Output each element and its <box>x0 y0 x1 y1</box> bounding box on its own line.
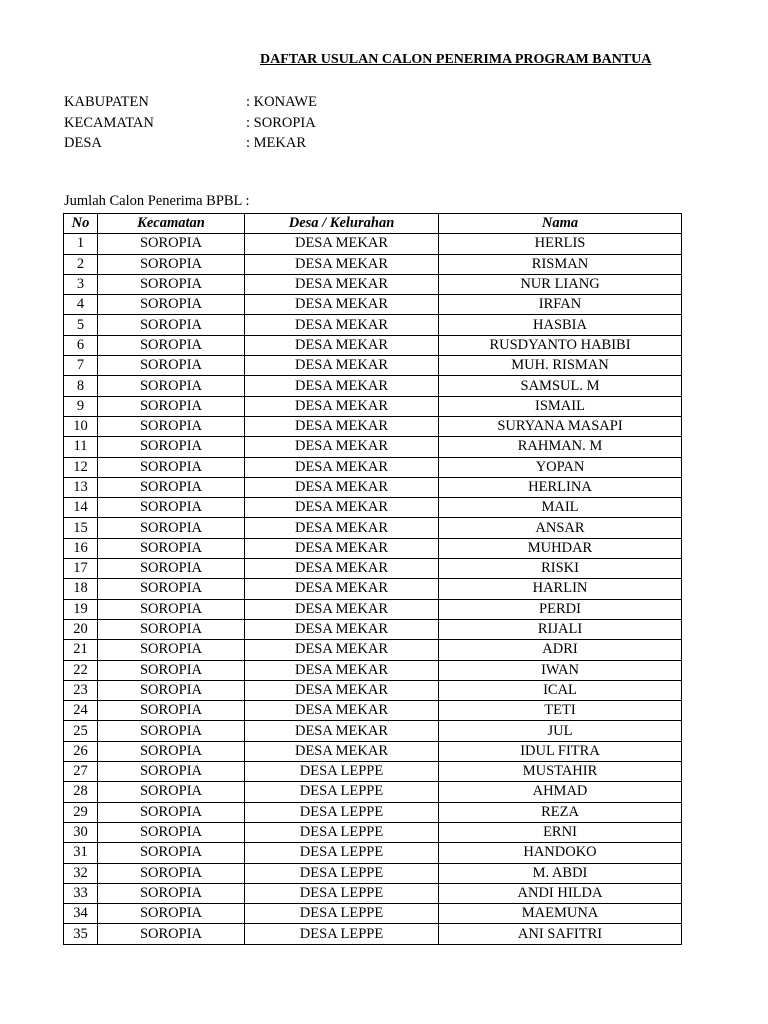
cell-nama: RISKI <box>439 559 682 579</box>
table-row <box>64 376 682 396</box>
cell-no: 30 <box>64 822 98 842</box>
cell-nama: HERLINA <box>439 477 682 497</box>
cell-no: 27 <box>64 762 98 782</box>
table-row <box>64 640 682 660</box>
cell-desa: DESA MEKAR <box>245 356 439 376</box>
cell-kecamatan: SOROPIA <box>98 721 245 741</box>
cell-nama: RIJALI <box>439 619 682 639</box>
cell-nama: IWAN <box>439 660 682 680</box>
cell-desa: DESA LEPPE <box>245 802 439 822</box>
info-label: KABUPATEN <box>64 94 149 110</box>
table-row <box>64 538 682 558</box>
cell-no: 34 <box>64 904 98 924</box>
cell-kecamatan: SOROPIA <box>98 904 245 924</box>
cell-kecamatan: SOROPIA <box>98 680 245 700</box>
header-nama: Nama <box>439 214 682 234</box>
cell-no: 19 <box>64 599 98 619</box>
cell-no: 7 <box>64 356 98 376</box>
cell-kecamatan: SOROPIA <box>98 559 245 579</box>
cell-kecamatan: SOROPIA <box>98 579 245 599</box>
cell-no: 1 <box>64 234 98 254</box>
cell-desa: DESA MEKAR <box>245 701 439 721</box>
cell-kecamatan: SOROPIA <box>98 802 245 822</box>
cell-kecamatan: SOROPIA <box>98 640 245 660</box>
cell-kecamatan: SOROPIA <box>98 599 245 619</box>
cell-kecamatan: SOROPIA <box>98 477 245 497</box>
cell-nama: JUL <box>439 721 682 741</box>
table-row <box>64 802 682 822</box>
cell-kecamatan: SOROPIA <box>98 234 245 254</box>
table-header-row <box>64 214 682 234</box>
cell-no: 6 <box>64 335 98 355</box>
cell-kecamatan: SOROPIA <box>98 376 245 396</box>
cell-desa: DESA MEKAR <box>245 680 439 700</box>
cell-desa: DESA LEPPE <box>245 822 439 842</box>
cell-no: 33 <box>64 883 98 903</box>
cell-no: 28 <box>64 782 98 802</box>
table-row <box>64 721 682 741</box>
cell-desa: DESA MEKAR <box>245 640 439 660</box>
header-no: No <box>64 214 98 234</box>
cell-desa: DESA MEKAR <box>245 477 439 497</box>
table-row <box>64 660 682 680</box>
cell-nama: AHMAD <box>439 782 682 802</box>
info-value: : SOROPIA <box>246 114 316 131</box>
cell-nama: HERLIS <box>439 234 682 254</box>
cell-nama: TETI <box>439 701 682 721</box>
cell-no: 24 <box>64 701 98 721</box>
cell-no: 29 <box>64 802 98 822</box>
cell-no: 32 <box>64 863 98 883</box>
table-row <box>64 295 682 315</box>
cell-desa: DESA MEKAR <box>245 498 439 518</box>
table-row <box>64 822 682 842</box>
table-row <box>64 315 682 335</box>
table-row <box>64 416 682 436</box>
table-row <box>64 477 682 497</box>
cell-no: 16 <box>64 538 98 558</box>
cell-desa: DESA MEKAR <box>245 295 439 315</box>
cell-kecamatan: SOROPIA <box>98 883 245 903</box>
cell-desa: DESA MEKAR <box>245 416 439 436</box>
cell-no: 23 <box>64 680 98 700</box>
header-desa-kelurahan: Desa / Kelurahan <box>245 214 439 234</box>
cell-kecamatan: SOROPIA <box>98 254 245 274</box>
cell-no: 10 <box>64 416 98 436</box>
cell-desa: DESA MEKAR <box>245 315 439 335</box>
cell-kecamatan: SOROPIA <box>98 315 245 335</box>
table-row <box>64 437 682 457</box>
cell-desa: DESA MEKAR <box>245 234 439 254</box>
cell-nama: MUH. RISMAN <box>439 356 682 376</box>
table-row <box>64 457 682 477</box>
cell-nama: ICAL <box>439 680 682 700</box>
table-row <box>64 579 682 599</box>
cell-desa: DESA MEKAR <box>245 619 439 639</box>
cell-no: 5 <box>64 315 98 335</box>
cell-no: 4 <box>64 295 98 315</box>
cell-desa: DESA MEKAR <box>245 457 439 477</box>
cell-no: 11 <box>64 437 98 457</box>
cell-nama: REZA <box>439 802 682 822</box>
info-value: : KONAWE <box>246 94 317 110</box>
cell-nama: ANSAR <box>439 518 682 538</box>
cell-nama: MUSTAHIR <box>439 762 682 782</box>
table-row <box>64 254 682 274</box>
header-kecamatan: Kecamatan <box>98 214 245 234</box>
cell-no: 13 <box>64 477 98 497</box>
cell-desa: DESA LEPPE <box>245 863 439 883</box>
cell-nama: MAIL <box>439 498 682 518</box>
table-row <box>64 863 682 883</box>
table-row <box>64 843 682 863</box>
cell-desa: DESA LEPPE <box>245 843 439 863</box>
cell-nama: MAEMUNA <box>439 904 682 924</box>
cell-nama: YOPAN <box>439 457 682 477</box>
cell-kecamatan: SOROPIA <box>98 498 245 518</box>
cell-kecamatan: SOROPIA <box>98 843 245 863</box>
table-row <box>64 356 682 376</box>
cell-nama: IDUL FITRA <box>439 741 682 761</box>
cell-no: 25 <box>64 721 98 741</box>
cell-nama: ANI SAFITRI <box>439 924 682 944</box>
table-row <box>64 782 682 802</box>
cell-no: 3 <box>64 274 98 294</box>
cell-kecamatan: SOROPIA <box>98 619 245 639</box>
cell-no: 18 <box>64 579 98 599</box>
cell-desa: DESA MEKAR <box>245 741 439 761</box>
cell-no: 14 <box>64 498 98 518</box>
cell-kecamatan: SOROPIA <box>98 416 245 436</box>
cell-desa: DESA MEKAR <box>245 254 439 274</box>
cell-no: 26 <box>64 741 98 761</box>
table-row <box>64 619 682 639</box>
table-row <box>64 559 682 579</box>
table-row <box>64 762 682 782</box>
cell-desa: DESA MEKAR <box>245 559 439 579</box>
cell-desa: DESA MEKAR <box>245 599 439 619</box>
cell-desa: DESA MEKAR <box>245 396 439 416</box>
cell-no: 17 <box>64 559 98 579</box>
table-body <box>64 234 682 944</box>
cell-desa: DESA MEKAR <box>245 437 439 457</box>
recipient-count-label: Jumlah Calon Penerima BPBL : <box>64 193 250 209</box>
cell-desa: DESA LEPPE <box>245 883 439 903</box>
cell-nama: ANDI HILDA <box>439 883 682 903</box>
cell-nama: ADRI <box>439 640 682 660</box>
cell-desa: DESA MEKAR <box>245 376 439 396</box>
cell-no: 35 <box>64 924 98 944</box>
table-row <box>64 680 682 700</box>
cell-nama: NUR LIANG <box>439 274 682 294</box>
cell-kecamatan: SOROPIA <box>98 863 245 883</box>
cell-kecamatan: SOROPIA <box>98 660 245 680</box>
cell-desa: DESA MEKAR <box>245 274 439 294</box>
cell-kecamatan: SOROPIA <box>98 762 245 782</box>
cell-desa: DESA LEPPE <box>245 762 439 782</box>
cell-nama: SURYANA MASAPI <box>439 416 682 436</box>
cell-nama: HANDOKO <box>439 843 682 863</box>
table-row <box>64 274 682 294</box>
cell-kecamatan: SOROPIA <box>98 701 245 721</box>
cell-no: 21 <box>64 640 98 660</box>
cell-desa: DESA LEPPE <box>245 782 439 802</box>
cell-nama: RUSDYANTO HABIBI <box>439 335 682 355</box>
table-row <box>64 234 682 254</box>
table-row <box>64 883 682 903</box>
table-row <box>64 741 682 761</box>
recipient-table <box>63 213 682 945</box>
table-row <box>64 396 682 416</box>
info-label: DESA <box>64 135 102 151</box>
cell-nama: HASBIA <box>439 315 682 335</box>
cell-kecamatan: SOROPIA <box>98 924 245 944</box>
cell-nama: IRFAN <box>439 295 682 315</box>
cell-desa: DESA MEKAR <box>245 579 439 599</box>
cell-desa: DESA MEKAR <box>245 660 439 680</box>
cell-no: 2 <box>64 254 98 274</box>
table-row <box>64 599 682 619</box>
cell-kecamatan: SOROPIA <box>98 741 245 761</box>
cell-desa: DESA MEKAR <box>245 721 439 741</box>
info-label: KECAMATAN <box>64 114 154 131</box>
cell-desa: DESA MEKAR <box>245 538 439 558</box>
info-value: : MEKAR <box>246 135 307 151</box>
cell-desa: DESA MEKAR <box>245 518 439 538</box>
cell-nama: RAHMAN. M <box>439 437 682 457</box>
cell-kecamatan: SOROPIA <box>98 437 245 457</box>
table-row <box>64 904 682 924</box>
cell-kecamatan: SOROPIA <box>98 538 245 558</box>
cell-nama: PERDI <box>439 599 682 619</box>
cell-desa: DESA LEPPE <box>245 904 439 924</box>
cell-desa: DESA MEKAR <box>245 335 439 355</box>
cell-desa: DESA LEPPE <box>245 924 439 944</box>
cell-no: 22 <box>64 660 98 680</box>
cell-no: 12 <box>64 457 98 477</box>
cell-nama: HARLIN <box>439 579 682 599</box>
cell-kecamatan: SOROPIA <box>98 335 245 355</box>
table-row <box>64 335 682 355</box>
table-row <box>64 701 682 721</box>
table-row <box>64 924 682 944</box>
cell-nama: RISMAN <box>439 254 682 274</box>
cell-nama: ERNI <box>439 822 682 842</box>
cell-kecamatan: SOROPIA <box>98 356 245 376</box>
cell-kecamatan: SOROPIA <box>98 396 245 416</box>
cell-nama: MUHDAR <box>439 538 682 558</box>
cell-no: 8 <box>64 376 98 396</box>
cell-kecamatan: SOROPIA <box>98 274 245 294</box>
cell-no: 9 <box>64 396 98 416</box>
cell-nama: ISMAIL <box>439 396 682 416</box>
cell-kecamatan: SOROPIA <box>98 782 245 802</box>
cell-nama: SAMSUL. M <box>439 376 682 396</box>
table-row <box>64 518 682 538</box>
cell-kecamatan: SOROPIA <box>98 457 245 477</box>
cell-kecamatan: SOROPIA <box>98 295 245 315</box>
cell-no: 15 <box>64 518 98 538</box>
document-title: DAFTAR USULAN CALON PENERIMA PROGRAM BANTUA <box>260 52 652 67</box>
cell-kecamatan: SOROPIA <box>98 518 245 538</box>
cell-no: 31 <box>64 843 98 863</box>
cell-nama: M. ABDI <box>439 863 682 883</box>
table-row <box>64 498 682 518</box>
cell-kecamatan: SOROPIA <box>98 822 245 842</box>
cell-no: 20 <box>64 619 98 639</box>
